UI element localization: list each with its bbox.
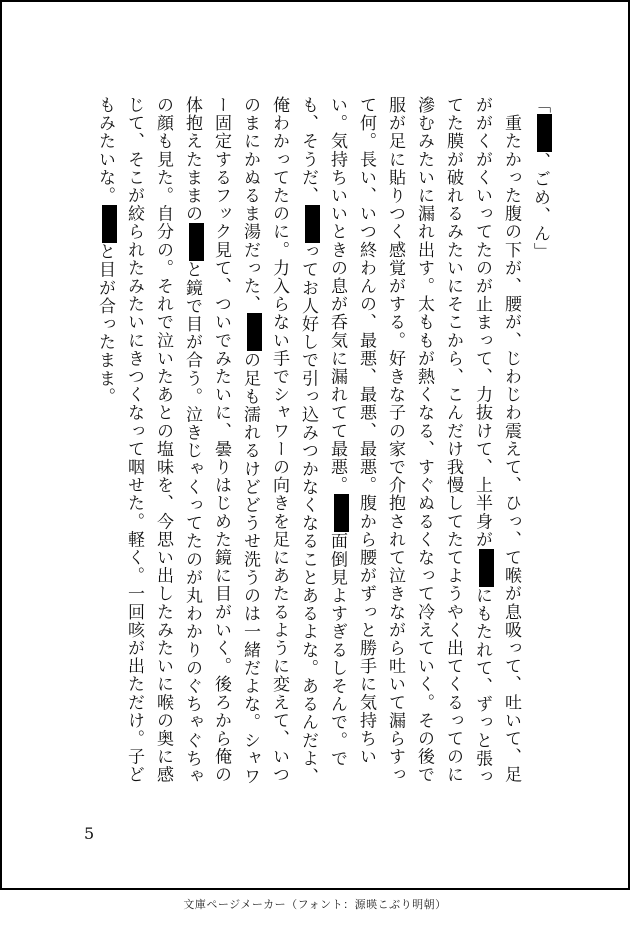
vertical-text-body — [90, 96, 554, 796]
redacted-name — [334, 494, 349, 532]
narration-text: にもたれて、ずっと張ってた膜が破れるみたいにそこから、こんだけ我慢してたてようやく出てくるってのに滲むみたいに漏れ出す。太ももが熱くなる、すぐぬるくなって冷えていく。その後で服が足に貼りつく感覚がする。好きな子の家で介抱されて泣きながら吐いて漏らすって何。長い、いつ終わんの、最悪、最悪、最悪。腹から腰がずっと勝手に気持ちいい。気持ちいいときの息が呑気に漏れてて最悪。 — [327, 96, 492, 786]
redacted-name — [479, 549, 494, 587]
narration-text: と目が合ったまま。 — [95, 242, 115, 406]
narration-paragraph — [90, 96, 525, 796]
narration-text: ってお人好しで引っ込みつかなくなることあるよな。あるんだよ、俺わかってたのに。力入らない手でシャワーの向きを足にあたるように変えて、いつのまにかぬるま湯だった、 — [240, 96, 318, 786]
novel-text-area — [95, 96, 554, 801]
quote-open: 「 — [530, 96, 550, 115]
narration-text: と鏡で目が合う。泣きじゃくってたのが丸わかりのぐちゃぐちゃの顔も見た。自分の。それで泣いたあとの塩味を、今思い出したみたいに喉の奥に感じて、そこが絞られたみたいにきつくなって咽せた。軽く。一回咳が出ただけ。子どもみたいな。 — [95, 96, 202, 786]
dialogue-line — [525, 96, 554, 796]
redacted-name — [537, 114, 552, 152]
page-number: 5 — [84, 824, 95, 843]
redacted-name — [189, 223, 204, 261]
footer-caption: 文庫ページメーカー（フォント：源暎こぶり明朝） — [183, 898, 447, 911]
narration-text: 重たかった腹の下が、腰が、じわじわ震えて、ひっ、て喉が息吸って、吐いて、足ががくがくいってたのが止まって、力抜けて、上半身が — [472, 96, 521, 784]
redacted-name — [305, 205, 320, 243]
dialogue-text: 、ごめ、ん」 — [530, 152, 550, 261]
narration-text: の足も濡れるけどどうせ洗うのは一緒だよな。シャワー固定するフック見て、ついでみたいに、曇りはじめた鏡に目がいく。後ろから俺の体抱えたままの — [182, 96, 260, 786]
narration-text: 面倒見よすぎるしそんで。でも、そうだ、 — [298, 96, 347, 768]
redacted-name — [102, 205, 117, 243]
redacted-name — [247, 313, 262, 351]
